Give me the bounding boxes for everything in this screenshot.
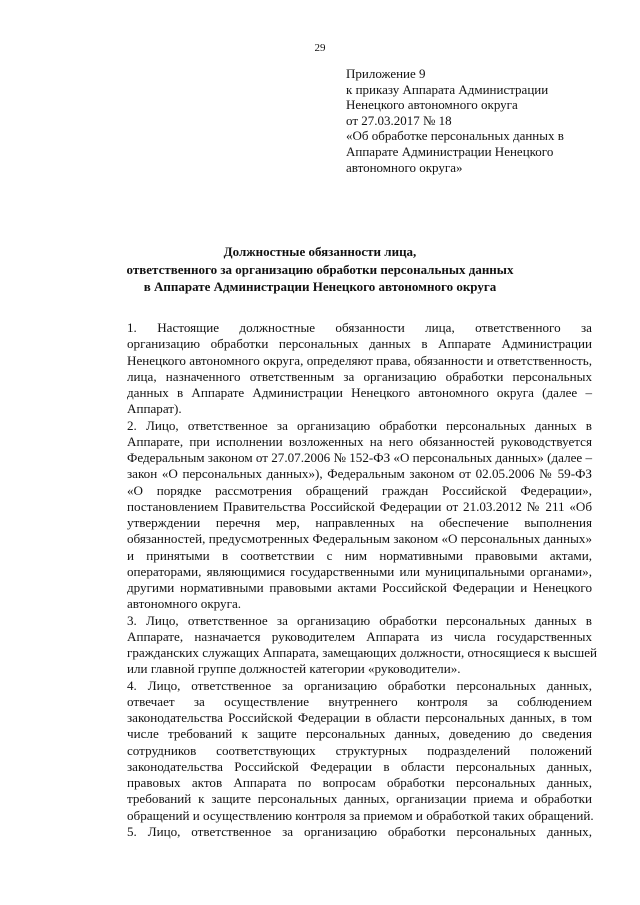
paragraph-5 [89, 824, 592, 840]
paragraph-line: автономного округа. [127, 596, 242, 612]
paragraph-1 [89, 320, 592, 418]
paragraph-line: 1. Настоящие должностные обязанности лица, ответственного за [127, 320, 592, 335]
paragraph-line: правовых актов Аппарата по вопросам обработки персональных данных, [127, 775, 592, 790]
page-number: 29 [314, 42, 326, 54]
paragraph-line: 5. Лицо, ответственное за организацию обработки персональных данных, [127, 823, 592, 839]
paragraph-line: данных в Аппарате Администрации Ненецкого автономного округа (далее – [127, 385, 592, 400]
title-line: Должностные обязанности лица, [223, 244, 417, 259]
appendix-header [346, 66, 608, 175]
paragraph-line: гражданских служащих Аппарата, замещающих должности, относящиеся к высшей [127, 645, 598, 660]
paragraph-line: числе требований к защите персональных данных, доведению до сведения [127, 726, 592, 742]
paragraph-line: отвечает за осуществление внутреннего контроля за соблюдением [127, 693, 592, 709]
appendix-line: от 27.03.2017 № 18 [346, 112, 452, 128]
paragraph-line: утверждении перечня мер, направленных на обеспечение выполнения [127, 515, 592, 530]
paragraph-line: Аппарат). [127, 401, 182, 417]
appendix-line: Приложение 9 [346, 66, 426, 81]
appendix-line: «Об обработке персональных данных в [346, 128, 564, 144]
paragraph-line: Аппарате, назначается руководителем Аппарата из числа государственных [127, 628, 592, 644]
paragraph-line: Ненецкого автономного округа, определяют права, обязанности и ответственность, [127, 352, 592, 368]
paragraph-line: Аппарате, при исполнении возложенных на него обязанностей руководствуется [127, 433, 592, 449]
paragraph-line: сотрудников соответствующих структурных подразделений положений [127, 742, 592, 758]
paragraph-line: и принятыми в соответствии с ним нормативными правовыми актами, [127, 547, 592, 563]
paragraph-line: или главной группе должностей категории «руководители». [127, 661, 461, 677]
paragraph-line: 4. Лицо, ответственное за организацию обработки персональных данных, [127, 677, 592, 693]
appendix-line: Аппарате Администрации Ненецкого [346, 143, 554, 159]
paragraph-line: обращений и осуществлению контроля за приемом и обработкой таких обращений. [127, 807, 594, 823]
paragraph-4 [89, 678, 592, 824]
paragraph-line: законодательства Российской Федерации в области персональных данных, в том [127, 710, 592, 725]
title-line: в Аппарате Администрации Ненецкого автономного округа [143, 279, 497, 294]
paragraph-line: «О порядке рассмотрения обращений граждан Российской Федерации», [127, 482, 592, 498]
paragraph-line: постановлением Правительства Российской Федерации от 21.03.2012 № 211 «Об [127, 498, 592, 514]
paragraph-2 [89, 418, 592, 613]
title-line: ответственного за организацию обработки персональных данных [126, 261, 514, 277]
paragraph-line: Федеральным законом от 27.07.2006 № 152-ФЗ «О персональных данных» (далее – [127, 450, 593, 465]
paragraph-line: организацию обработки персональных данных в Аппарате Администрации [127, 336, 592, 352]
paragraph-line: 2. Лицо, ответственное за организацию обработки персональных данных в [127, 417, 592, 433]
paragraph-line: операторами, являющимися государственными или муниципальными органами», [127, 563, 592, 579]
paragraph-line: 3. Лицо, ответственное за организацию обработки персональных данных в [127, 612, 592, 628]
appendix-line: к приказу Аппарата Администрации [346, 81, 549, 97]
paragraph-3 [89, 612, 598, 678]
document-body [89, 320, 598, 840]
paragraph-line: законодательства Российской Федерации в области персональных данных, [127, 758, 592, 774]
paragraph-line: требований к защите персональных данных, организации приема и обработки [127, 791, 592, 807]
paragraph-line: закон «О персональных данных»), Федеральным законом от 02.05.2006 № 59-ФЗ [127, 466, 592, 482]
appendix-line: Ненецкого автономного округа [346, 97, 518, 113]
paragraph-line: обязанностей, предусмотренных Федеральным законом «О персональных данных» [127, 531, 592, 547]
appendix-line: автономного округа» [346, 159, 463, 175]
document-title [0, 243, 640, 296]
paragraph-line: лица, назначенного ответственным за организацию обработки персональных [127, 368, 592, 384]
paragraph-line: другими нормативными правовыми актами Российской Федерации и Ненецкого [127, 580, 592, 595]
